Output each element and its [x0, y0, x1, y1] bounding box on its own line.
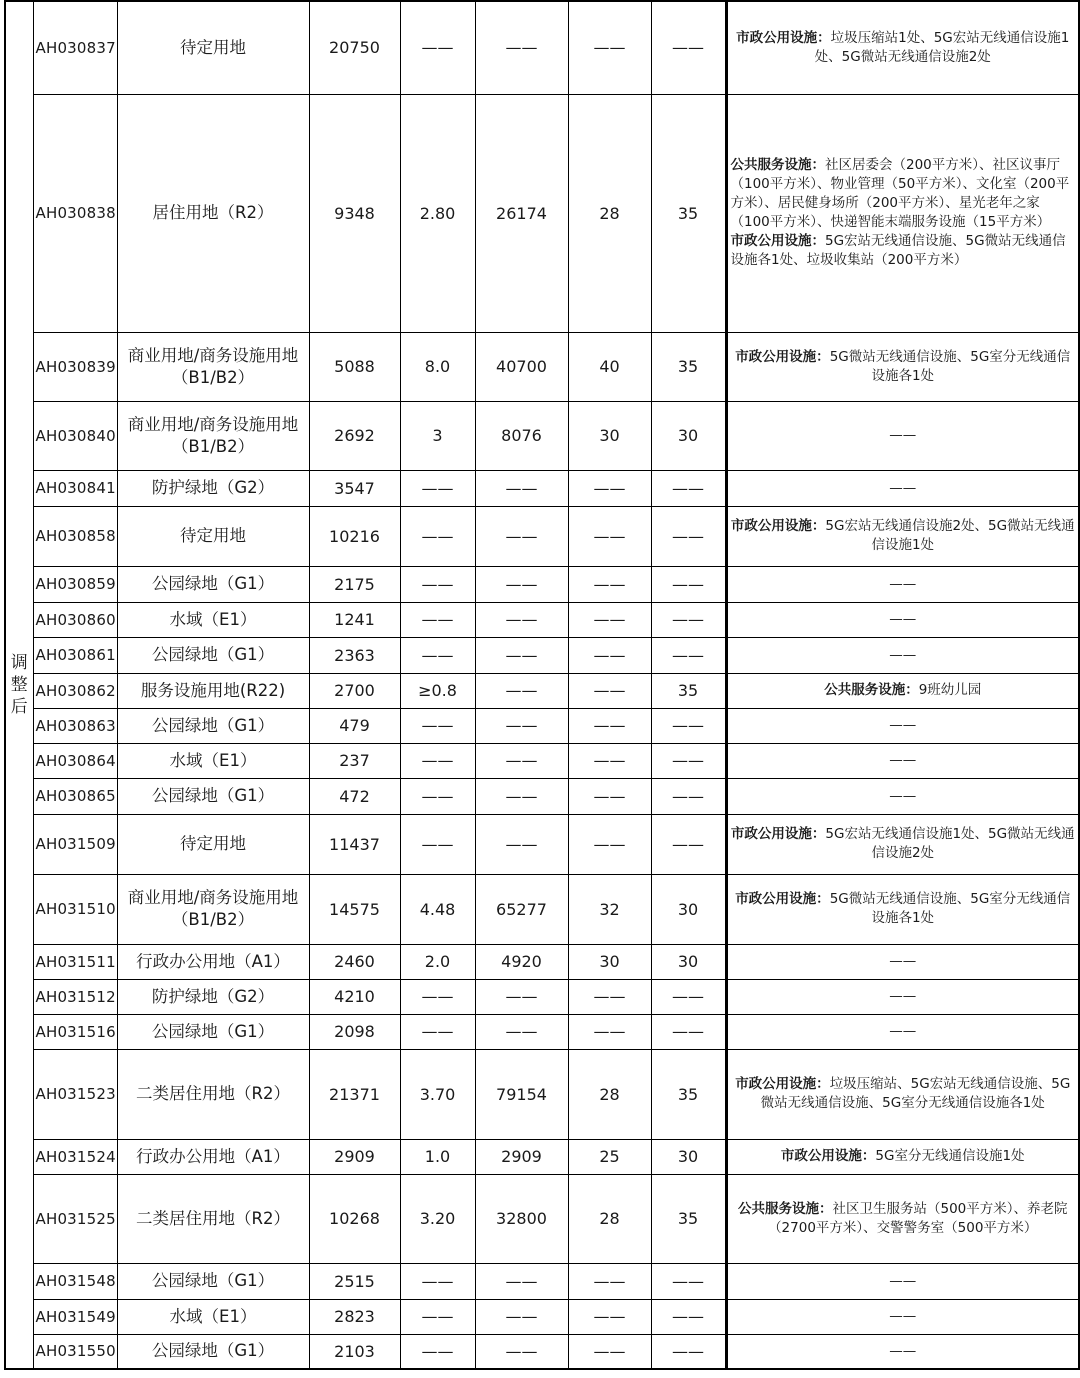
remark-text: —— — [889, 752, 917, 768]
table-row — [5, 566, 1079, 602]
land-use-name: 公园绿地（G1） — [117, 1014, 309, 1049]
gross-floor-area: —— — [475, 1, 568, 94]
site-area: 2515 — [309, 1263, 400, 1299]
floor-area-ratio: —— — [400, 743, 475, 778]
remark-title: 市政公用设施： — [780, 1148, 876, 1164]
land-use-name: 防护绿地（G2） — [117, 979, 309, 1014]
green-ratio: —— — [651, 1334, 726, 1369]
gross-floor-area: 79154 — [475, 1049, 568, 1139]
land-use-name: 待定用地 — [117, 506, 309, 566]
building-density: 28 — [568, 1049, 651, 1139]
building-density: —— — [568, 1263, 651, 1299]
remark-text: 垃圾压缩站1处、5G宏站无线通信设施1处、5G微站无线通信设施2处 — [814, 29, 1070, 65]
remark-text: —— — [889, 988, 917, 1004]
plot-code: AH031523 — [33, 1049, 117, 1139]
table-row — [5, 1334, 1079, 1369]
building-density: —— — [568, 979, 651, 1014]
remark-text: 5G宏站无线通信设施、5G微站无线通信设施各1处、垃圾收集站（200平方米） — [730, 233, 1066, 268]
green-ratio: —— — [651, 1299, 726, 1334]
plot-code: AH030859 — [33, 566, 117, 602]
plot-code: AH031524 — [33, 1139, 117, 1174]
floor-area-ratio: 3.20 — [400, 1174, 475, 1263]
facilities-remark — [726, 778, 1079, 814]
table-row — [5, 979, 1079, 1014]
plot-code: AH031512 — [33, 979, 117, 1014]
remark-title: 公共服务设施： — [730, 157, 825, 173]
site-area: 4210 — [309, 979, 400, 1014]
remark-text: —— — [889, 953, 917, 969]
floor-area-ratio: —— — [400, 566, 475, 602]
gross-floor-area: —— — [475, 708, 568, 743]
green-ratio: —— — [651, 470, 726, 506]
floor-area-ratio: —— — [400, 602, 475, 637]
plot-code: AH031516 — [33, 1014, 117, 1049]
building-density: —— — [568, 1014, 651, 1049]
plot-code: AH030841 — [33, 470, 117, 506]
facilities-remark — [726, 470, 1079, 506]
facilities-remark — [726, 743, 1079, 778]
floor-area-ratio: —— — [400, 1, 475, 94]
green-ratio: —— — [651, 708, 726, 743]
remark-title: 市政公用设施： — [735, 1076, 830, 1092]
remark-title: 市政公用设施： — [730, 826, 826, 842]
green-ratio: —— — [651, 1, 726, 94]
table-row — [5, 944, 1079, 979]
land-use-name: 行政办公用地（A1） — [117, 1139, 309, 1174]
floor-area-ratio: —— — [400, 814, 475, 874]
remark-text: —— — [889, 717, 917, 733]
facilities-remark — [726, 1299, 1079, 1334]
table-row — [5, 1139, 1079, 1174]
green-ratio: 30 — [651, 944, 726, 979]
gross-floor-area: —— — [475, 602, 568, 637]
land-use-name: 公园绿地（G1） — [117, 708, 309, 743]
remark-text: 社区卫生服务站（500平方米）、养老院（2700平方米）、交警警务室（500平方米） — [768, 1200, 1068, 1236]
table-row — [5, 401, 1079, 470]
green-ratio: 35 — [651, 1049, 726, 1139]
facilities-remark — [726, 1174, 1079, 1263]
green-ratio: 35 — [651, 673, 726, 708]
green-ratio: 30 — [651, 874, 726, 944]
site-area: 10268 — [309, 1174, 400, 1263]
remark-text: 5G微站无线通信设施、5G室分无线通信设施各1处 — [829, 891, 1071, 926]
site-area: 2175 — [309, 566, 400, 602]
building-density: 25 — [568, 1139, 651, 1174]
green-ratio: 35 — [651, 94, 726, 332]
table-row — [5, 814, 1079, 874]
remark-text: 5G微站无线通信设施、5G室分无线通信设施各1处 — [829, 348, 1071, 384]
plot-code: AH031510 — [33, 874, 117, 944]
floor-area-ratio: 1.0 — [400, 1139, 475, 1174]
land-use-name: 公园绿地（G1） — [117, 1334, 309, 1369]
gross-floor-area: —— — [475, 673, 568, 708]
facilities-remark — [726, 673, 1079, 708]
floor-area-ratio: —— — [400, 470, 475, 506]
floor-area-ratio: 4.48 — [400, 874, 475, 944]
building-density: —— — [568, 506, 651, 566]
site-area: 2363 — [309, 637, 400, 673]
green-ratio: —— — [651, 506, 726, 566]
land-use-name: 水域（E1） — [117, 1299, 309, 1334]
land-use-table — [4, 0, 1080, 1370]
building-density: —— — [568, 470, 651, 506]
gross-floor-area: 40700 — [475, 332, 568, 401]
remark-title: 市政公用设施： — [736, 29, 831, 46]
green-ratio: 35 — [651, 1174, 726, 1263]
table-row — [5, 1049, 1079, 1139]
remark-text: —— — [889, 787, 917, 804]
building-density: 40 — [568, 332, 651, 401]
gross-floor-area: —— — [475, 1299, 568, 1334]
table-row — [5, 637, 1079, 673]
plot-code: AH030840 — [33, 401, 117, 470]
side-label: 调整后 — [10, 653, 28, 717]
gross-floor-area: —— — [475, 1014, 568, 1049]
plot-code: AH031525 — [33, 1174, 117, 1263]
floor-area-ratio: 2.0 — [400, 944, 475, 979]
table-row — [5, 1299, 1079, 1334]
gross-floor-area: 4920 — [475, 944, 568, 979]
land-use-name: 商业用地/商务设施用地（B1/B2） — [117, 874, 309, 944]
table-row — [5, 673, 1079, 708]
building-density: 28 — [568, 1174, 651, 1263]
site-area: 21371 — [309, 1049, 400, 1139]
facilities-remark — [726, 814, 1079, 874]
green-ratio: —— — [651, 1263, 726, 1299]
facilities-remark — [726, 602, 1079, 637]
site-area: 5088 — [309, 332, 400, 401]
gross-floor-area: —— — [475, 566, 568, 602]
land-use-name: 居住用地（R2） — [117, 94, 309, 332]
table-row — [5, 708, 1079, 743]
floor-area-ratio: —— — [400, 1334, 475, 1369]
building-density: —— — [568, 708, 651, 743]
gross-floor-area: —— — [475, 778, 568, 814]
site-area: 237 — [309, 743, 400, 778]
plot-code: AH030838 — [33, 94, 117, 332]
remark-text: —— — [889, 1342, 917, 1359]
green-ratio: 35 — [651, 332, 726, 401]
side-label-cell — [5, 1, 33, 1369]
floor-area-ratio: —— — [400, 506, 475, 566]
building-density: —— — [568, 602, 651, 637]
facilities-remark — [726, 1014, 1079, 1049]
land-use-name: 水域（E1） — [117, 743, 309, 778]
facilities-remark — [726, 1263, 1079, 1299]
plot-code: AH030865 — [33, 778, 117, 814]
green-ratio: —— — [651, 1014, 726, 1049]
floor-area-ratio: 3.70 — [400, 1049, 475, 1139]
site-area: 9348 — [309, 94, 400, 332]
green-ratio: —— — [651, 743, 726, 778]
facilities-remark — [726, 94, 1079, 332]
plot-code: AH030837 — [33, 1, 117, 94]
remark-title: 公共服务设施： — [737, 1200, 833, 1217]
remark-text: 9班幼儿园 — [918, 682, 982, 698]
land-use-name: 待定用地 — [117, 1, 309, 94]
green-ratio: —— — [651, 814, 726, 874]
gross-floor-area: 65277 — [475, 874, 568, 944]
site-area: 2823 — [309, 1299, 400, 1334]
land-use-name: 服务设施用地(R22) — [117, 673, 309, 708]
green-ratio: —— — [651, 637, 726, 673]
land-use-name: 水域（E1） — [117, 602, 309, 637]
gross-floor-area: —— — [475, 506, 568, 566]
gross-floor-area: —— — [475, 814, 568, 874]
remark-text: —— — [889, 427, 917, 443]
table-row — [5, 94, 1079, 332]
remark-text: 5G室分无线通信设施1处 — [875, 1148, 1025, 1164]
floor-area-ratio: —— — [400, 778, 475, 814]
site-area: 3547 — [309, 470, 400, 506]
land-use-name: 待定用地 — [117, 814, 309, 874]
site-area: 20750 — [309, 1, 400, 94]
floor-area-ratio: —— — [400, 1263, 475, 1299]
land-use-name: 二类居住用地（R2） — [117, 1174, 309, 1263]
remark-title: 市政公用设施： — [730, 233, 825, 249]
remark-title: 市政公用设施： — [735, 891, 830, 907]
facilities-remark — [726, 874, 1079, 944]
gross-floor-area: 8076 — [475, 401, 568, 470]
table-row — [5, 1174, 1079, 1263]
site-area: 11437 — [309, 814, 400, 874]
site-area: 479 — [309, 708, 400, 743]
remark-text: 垃圾压缩站、5G宏站无线通信设施、5G微站无线通信设施、5G室分无线通信设施各1处 — [760, 1076, 1071, 1111]
gross-floor-area: 26174 — [475, 94, 568, 332]
remark-text: 5G宏站无线通信设施1处、5G微站无线通信设施2处 — [825, 826, 1075, 861]
gross-floor-area: 32800 — [475, 1174, 568, 1263]
table-row — [5, 470, 1079, 506]
site-area: 1241 — [309, 602, 400, 637]
remark-text: —— — [889, 575, 917, 592]
floor-area-ratio: —— — [400, 637, 475, 673]
building-density: —— — [568, 743, 651, 778]
building-density: —— — [568, 566, 651, 602]
facilities-remark — [726, 708, 1079, 743]
site-area: 2692 — [309, 401, 400, 470]
table-row — [5, 743, 1079, 778]
plot-code: AH030863 — [33, 708, 117, 743]
remark-title: 市政公用设施： — [735, 348, 830, 365]
building-density: —— — [568, 637, 651, 673]
building-density: —— — [568, 814, 651, 874]
floor-area-ratio: ≥0.8 — [400, 673, 475, 708]
remark-text: —— — [889, 1023, 917, 1039]
plot-code: AH031548 — [33, 1263, 117, 1299]
facilities-remark — [726, 332, 1079, 401]
plot-code: AH031549 — [33, 1299, 117, 1334]
plot-code: AH031550 — [33, 1334, 117, 1369]
gross-floor-area: —— — [475, 1334, 568, 1369]
plot-code: AH030858 — [33, 506, 117, 566]
facilities-remark — [726, 1139, 1079, 1174]
plot-code: AH031509 — [33, 814, 117, 874]
building-density: —— — [568, 1, 651, 94]
table-row — [5, 1, 1079, 94]
floor-area-ratio: 3 — [400, 401, 475, 470]
facilities-remark — [726, 1334, 1079, 1369]
site-area: 2098 — [309, 1014, 400, 1049]
building-density: —— — [568, 778, 651, 814]
table-row — [5, 874, 1079, 944]
remark-title: 公共服务设施： — [824, 682, 919, 698]
gross-floor-area: —— — [475, 979, 568, 1014]
site-area: 10216 — [309, 506, 400, 566]
site-area: 2460 — [309, 944, 400, 979]
green-ratio: —— — [651, 566, 726, 602]
site-area: 2103 — [309, 1334, 400, 1369]
land-use-name: 公园绿地（G1） — [117, 637, 309, 673]
table-body — [5, 1, 1079, 1369]
land-use-name: 商业用地/商务设施用地（B1/B2） — [117, 401, 309, 470]
gross-floor-area: —— — [475, 1263, 568, 1299]
facilities-remark — [726, 1049, 1079, 1139]
site-area: 2909 — [309, 1139, 400, 1174]
floor-area-ratio: 2.80 — [400, 94, 475, 332]
gross-floor-area: —— — [475, 637, 568, 673]
remark-text: 社区居委会（200平方米）、社区议事厅（100平方米）、物业管理（50平方米）、文化室（200平方米）、居民健身场所（200平方米）、星光老年之家（100平方米）、快递智能末端服务设施（15平方米） — [730, 157, 1070, 230]
floor-area-ratio: —— — [400, 1299, 475, 1334]
green-ratio: —— — [651, 979, 726, 1014]
remark-title: 市政公用设施： — [730, 518, 826, 534]
land-use-name: 二类居住用地（R2） — [117, 1049, 309, 1139]
green-ratio: 30 — [651, 1139, 726, 1174]
facilities-remark — [726, 1, 1079, 94]
land-use-name: 行政办公用地（A1） — [117, 944, 309, 979]
floor-area-ratio: —— — [400, 1014, 475, 1049]
table-row — [5, 1014, 1079, 1049]
plot-code: AH030839 — [33, 332, 117, 401]
building-density: —— — [568, 673, 651, 708]
table-row — [5, 506, 1079, 566]
green-ratio: 30 — [651, 401, 726, 470]
facilities-remark — [726, 637, 1079, 673]
table-row — [5, 602, 1079, 637]
plot-code: AH030864 — [33, 743, 117, 778]
gross-floor-area: 2909 — [475, 1139, 568, 1174]
plot-code: AH030862 — [33, 673, 117, 708]
site-area: 2700 — [309, 673, 400, 708]
building-density: 28 — [568, 94, 651, 332]
remark-text: 5G宏站无线通信设施2处、5G微站无线通信设施1处 — [825, 518, 1075, 553]
land-use-name: 公园绿地（G1） — [117, 778, 309, 814]
facilities-remark — [726, 979, 1079, 1014]
site-area: 14575 — [309, 874, 400, 944]
floor-area-ratio: —— — [400, 979, 475, 1014]
facilities-remark — [726, 401, 1079, 470]
remark-text: —— — [889, 1308, 917, 1324]
remark-text: —— — [889, 479, 917, 496]
remark-text: —— — [889, 1272, 917, 1289]
green-ratio: —— — [651, 602, 726, 637]
plot-code: AH030860 — [33, 602, 117, 637]
gross-floor-area: —— — [475, 470, 568, 506]
land-use-name: 公园绿地（G1） — [117, 566, 309, 602]
facilities-remark — [726, 506, 1079, 566]
facilities-remark — [726, 566, 1079, 602]
building-density: 30 — [568, 401, 651, 470]
site-area: 472 — [309, 778, 400, 814]
floor-area-ratio: 8.0 — [400, 332, 475, 401]
green-ratio: —— — [651, 778, 726, 814]
plot-code: AH031511 — [33, 944, 117, 979]
table-row — [5, 332, 1079, 401]
remark-text: —— — [889, 646, 917, 663]
floor-area-ratio: —— — [400, 708, 475, 743]
building-density: 32 — [568, 874, 651, 944]
building-density: —— — [568, 1334, 651, 1369]
building-density: 30 — [568, 944, 651, 979]
remark-text: —— — [889, 611, 917, 627]
land-use-name: 公园绿地（G1） — [117, 1263, 309, 1299]
gross-floor-area: —— — [475, 743, 568, 778]
plot-code: AH030861 — [33, 637, 117, 673]
land-use-name: 防护绿地（G2） — [117, 470, 309, 506]
building-density: —— — [568, 1299, 651, 1334]
land-use-name: 商业用地/商务设施用地（B1/B2） — [117, 332, 309, 401]
facilities-remark — [726, 944, 1079, 979]
table-row — [5, 1263, 1079, 1299]
table-row — [5, 778, 1079, 814]
